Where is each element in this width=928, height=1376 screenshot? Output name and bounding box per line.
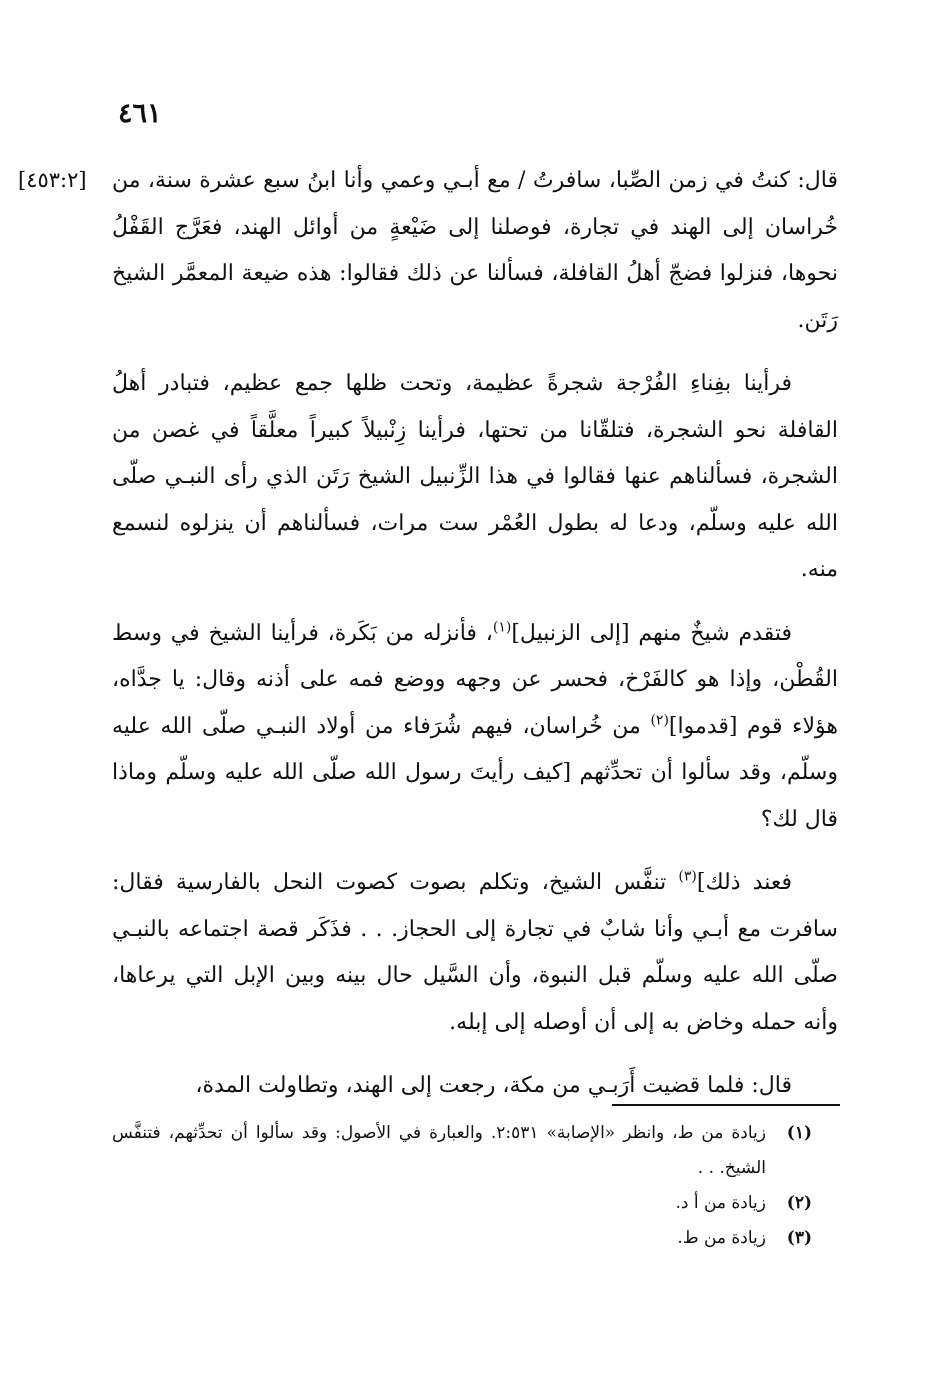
footnote-1	[112, 1116, 812, 1186]
footnote-separator	[612, 1104, 840, 1106]
footnote-2-text: زيادة من أ د.	[675, 1193, 766, 1213]
paragraph-3-part-2: ، فأنزله من بَكَرة، فرأينا الشيخ في وسط القُطْن، وإذا هو كالفَرْخ، فحسر عن وجهه ووضع فمه على أذنه وقال: يا جدَّاه، هؤلاء قوم [قدموا]	[112, 620, 838, 739]
footnotes	[112, 1116, 812, 1256]
paragraph-4-part-1: فعند ذلك]	[696, 870, 792, 895]
footnote-marker-2: (٢)	[650, 712, 669, 729]
paragraph-1: قال: كنتُ في زمن الصِّبا، سافرتُ / مع أبـي وعمي وأنا ابنُ سبع عشرة سنة، من خُراسان إلى الهند في تجارة، فوصلنا إلى ضَيْعةٍ من أوائل الهند، فعَرَّج القَفْلُ نحوها، فنزلوا فضجّ أهلُ القافلة، فسألنا عن ذلك فقالوا: هذه ضيعة المعمَّر الشيخ رَتَن.	[112, 168, 838, 333]
main-text	[112, 158, 838, 1127]
page-number: ٤٦١	[118, 98, 162, 129]
paragraph-3-part-3: من خُراسان، فيهم شُرَفاء من أولاد النبـي صلّى الله عليه وسلّم، وقد سألوا أن تحدِّثهم [كيف رأيتَ رسول الله صلّى الله عليه وسلّم وماذا قال لك؟	[112, 713, 838, 832]
footnote-3-number: (٣)	[786, 1228, 812, 1248]
source-page-reference: [٤٥٣:٢]	[18, 168, 87, 192]
footnote-2-number: (٢)	[786, 1193, 812, 1213]
paragraph-4	[112, 860, 838, 1046]
footnote-3	[112, 1221, 812, 1256]
paragraph-5: قال: فلما قضيت أَرَبـي من مكة، رجعت إلى الهند، وتطاولت المدة،	[195, 1073, 792, 1098]
footnote-1-number: (١)	[786, 1123, 812, 1143]
paragraph-2: فرأينا بفِناءِ الفُرْجة شجرةً عظيمة، وتحت ظلها جمع عظيم، فتبادر أهلُ القافلة نحو الشجرة، فتلقّانا من تحتها، فرأينا زِنْبيلاً كبيراً معلَّقاً في غصن من الشجرة، فسألناهم عنها فقالوا في هذا الزِّنبيل الشيخ رَتَن الذي رأى النبـي صلّى الله عليه وسلّم، ودعا له بطول العُمْر ست مرات، فسألناهم أن ينزلوه لنسمع منه.	[112, 371, 838, 582]
footnote-2	[112, 1186, 812, 1221]
paragraph-3-part-1: فتقدم شيخٌ منهم [إلى الزنبيل]	[511, 620, 792, 646]
footnote-3-text: زيادة من ط.	[677, 1228, 766, 1248]
footnote-1-text: زيادة من ط، وانظر «الإصابة» ٢:٥٣١. والعبارة في الأصول: وقد سألوا أن تحدِّثهم، فتنفَّس الشيخ. . .	[112, 1123, 766, 1178]
footnote-marker-3: (٣)	[678, 868, 697, 885]
paragraph-3	[112, 611, 838, 844]
footnote-marker-1: (١)	[492, 619, 512, 636]
paragraph-4-part-2: تنفَّس الشيخ، وتكلم بصوت كصوت النحل بالفارسية فقال: سافرت مع أبـي وأنا شابٌ في تجارة إلى الحجاز. . . فذَكَر قصة اجتماعه بالنبـي صلّى الله عليه وسلّم قبل النبوة، وأن السَّيل حال بينه وبين الإبل التي يرعاها، وأنه حمله وخاض به إلى أن أوصله إلى إبله.	[112, 870, 838, 1035]
